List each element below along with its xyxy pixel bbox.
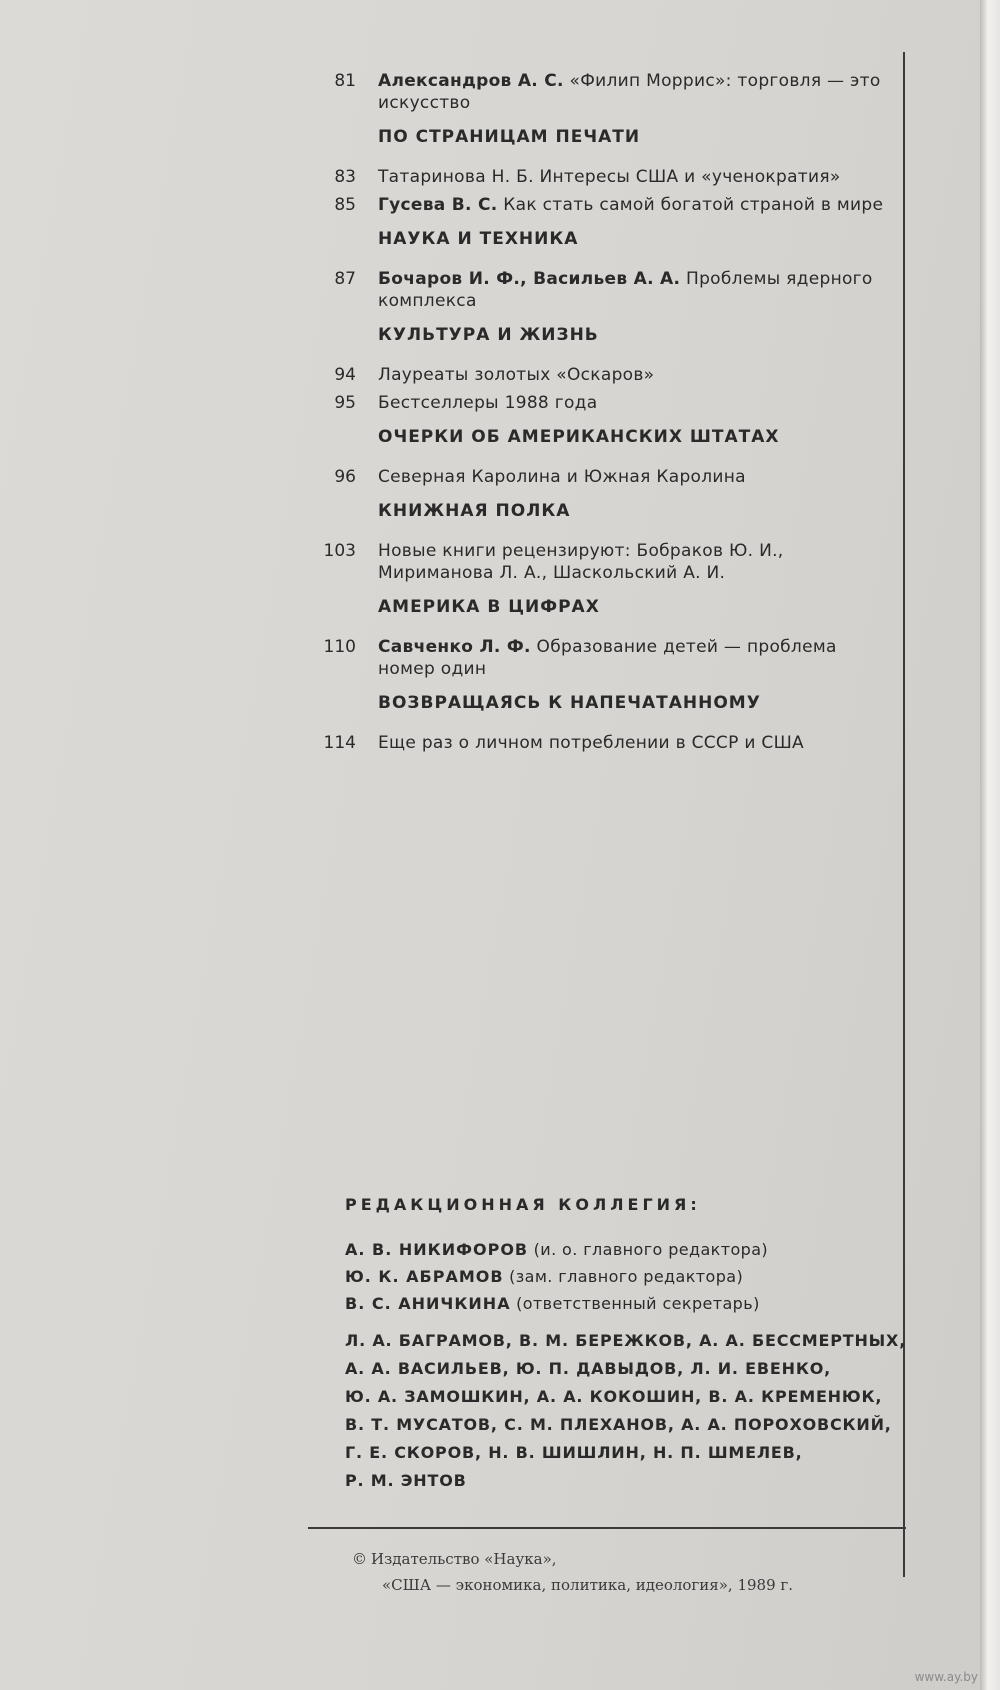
toc-entry — [318, 268, 898, 312]
section-heading: ПО СТРАНИЦАМ ПЕЧАТИ — [378, 127, 641, 147]
toc-entry — [318, 540, 898, 584]
table-of-contents — [318, 70, 898, 760]
entry-author: Гусева В. С. — [378, 195, 498, 215]
entry-text — [378, 466, 898, 488]
horizontal-rule — [308, 1527, 906, 1529]
entry-title: Как стать самой богатой страной в мире — [503, 195, 884, 215]
entry-title: Еще раз о личном потреблении в СССР и США — [378, 733, 804, 753]
entry-author: Бочаров И. Ф., Васильев А. А. — [378, 269, 681, 289]
entry-title: Бестселлеры 1988 года — [378, 393, 598, 413]
page-number: 95 — [334, 393, 356, 413]
entry-text — [378, 268, 898, 312]
toc-entry — [318, 392, 898, 414]
page-number: 87 — [334, 269, 356, 289]
copyright-sign: © — [352, 1550, 367, 1568]
members-line: Г. Е. СКОРОВ, Н. В. ШИШЛИН, Н. П. ШМЕЛЕВ, — [345, 1443, 803, 1462]
board-members — [345, 1327, 915, 1495]
entry-text — [378, 70, 898, 114]
entry-title: Проблемы ядерного комплекса — [378, 269, 873, 311]
entry-text — [378, 392, 898, 414]
members-line: А. А. ВАСИЛЬЕВ, Ю. П. ДАВЫДОВ, Л. И. ЕВЕНКО, — [345, 1359, 831, 1378]
page-number: 85 — [334, 195, 356, 215]
copyright-block — [352, 1546, 912, 1598]
page-number: 103 — [323, 541, 356, 561]
toc-entry — [318, 636, 898, 680]
entry-text — [378, 166, 898, 188]
entry-title: «Филип Моррис»: торговля — это искусство — [378, 71, 881, 113]
staff-line: Ю. К. АБРАМОВ (зам. главного редактора) — [345, 1267, 744, 1286]
entry-title: Северная Каролина и Южная Каролина — [378, 467, 746, 487]
entry-text — [378, 194, 898, 216]
board-title: РЕДАКЦИОННАЯ КОЛЛЕГИЯ: — [345, 1195, 701, 1214]
toc-entry — [318, 364, 898, 386]
members-line: Л. А. БАГРАМОВ, В. М. БЕРЕЖКОВ, А. А. БЕССМЕРТНЫХ, — [345, 1331, 907, 1350]
board-staff — [345, 1236, 915, 1317]
entry-title: Лауреаты золотых «Оскаров» — [378, 365, 655, 385]
section-heading: АМЕРИКА В ЦИФРАХ — [378, 597, 600, 617]
page-number: 110 — [323, 637, 356, 657]
entry-text — [378, 636, 898, 680]
entry-author: Савченко Л. Ф. — [378, 637, 531, 657]
toc-entry — [318, 70, 898, 114]
entry-title: Новые книги рецензируют: Бобраков Ю. И., Мириманова Л. А., Шаскольский А. И. — [378, 541, 784, 583]
section-heading: ОЧЕРКИ ОБ АМЕРИКАНСКИХ ШТАТАХ — [378, 427, 780, 447]
toc-entry — [318, 466, 898, 488]
members-line: Ю. А. ЗАМОШКИН, А. А. КОКОШИН, В. А. КРЕМЕНЮК, — [345, 1387, 883, 1406]
entry-text — [378, 732, 898, 754]
section-heading: КУЛЬТУРА И ЖИЗНЬ — [378, 325, 599, 345]
page-edge — [980, 0, 1000, 1690]
section-heading: НАУКА И ТЕХНИКА — [378, 229, 579, 249]
copyright-line-1: © Издательство «Наука», — [352, 1546, 912, 1572]
toc-entry — [318, 166, 898, 188]
page-number: 94 — [334, 365, 356, 385]
watermark: www.ay.by — [914, 1670, 978, 1684]
section-heading: ВОЗВРАЩАЯСЬ К НАПЕЧАТАННОМУ — [378, 693, 761, 713]
copyright-line-2: «США — экономика, политика, идеология», 1989 г. — [382, 1576, 794, 1594]
entry-text — [378, 364, 898, 386]
page-number: 81 — [334, 71, 356, 91]
page-number: 114 — [323, 733, 356, 753]
toc-entry — [318, 732, 898, 754]
page-number: 83 — [334, 167, 356, 187]
members-line: В. Т. МУСАТОВ, С. М. ПЛЕХАНОВ, А. А. ПОРОХОВСКИЙ, — [345, 1415, 892, 1434]
entry-author: Александров А. С. — [378, 71, 564, 91]
toc-entry — [318, 194, 898, 216]
entry-text — [378, 540, 898, 584]
members-line: Р. М. ЭНТОВ — [345, 1471, 467, 1490]
entry-title: Образование детей — проблема номер один — [378, 637, 837, 679]
entry-title: Татаринова Н. Б. Интересы США и «ученократия» — [378, 167, 841, 187]
section-heading: КНИЖНАЯ ПОЛКА — [378, 501, 571, 521]
staff-line: В. С. АНИЧКИНА (ответственный секретарь) — [345, 1294, 760, 1313]
page-number: 96 — [334, 467, 356, 487]
staff-line: А. В. НИКИФОРОВ (и. о. главного редактора) — [345, 1240, 769, 1259]
editorial-board — [345, 1195, 915, 1495]
